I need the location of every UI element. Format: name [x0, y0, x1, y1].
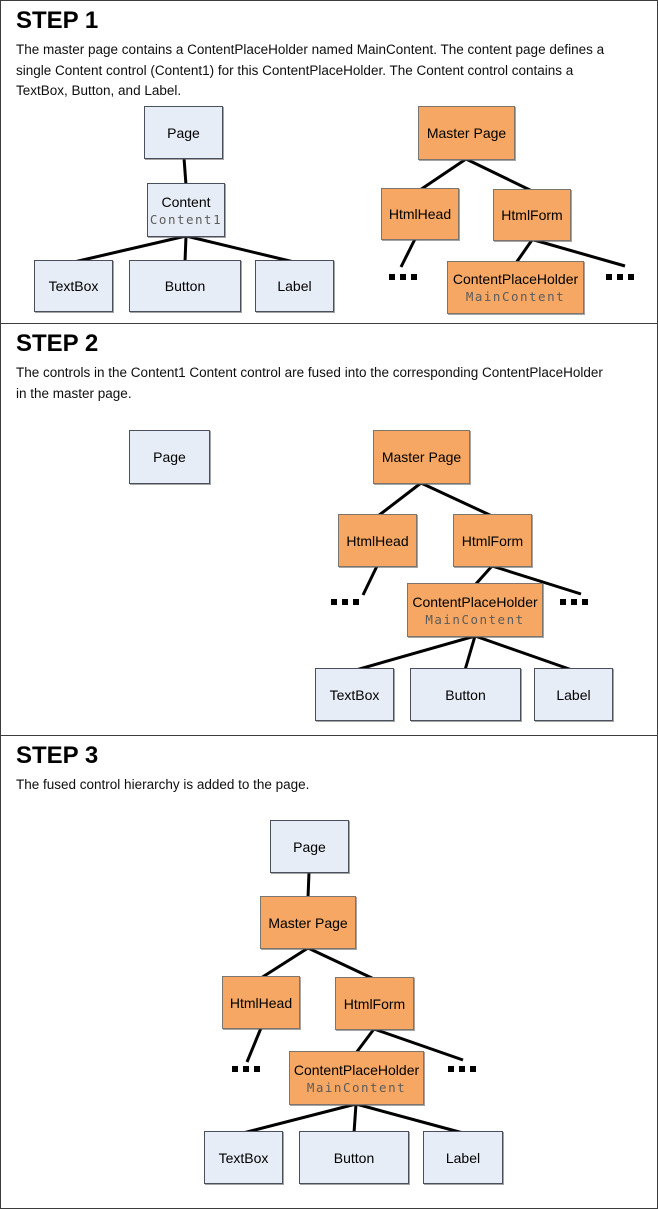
ellipsis-icon	[448, 1066, 476, 1072]
node-label: Page	[293, 838, 326, 855]
node-master-page	[373, 430, 470, 484]
node-contentplaceholder	[447, 261, 584, 314]
node-label: TextBox	[329, 686, 380, 703]
node-htmlhead	[338, 514, 417, 567]
node-label: Master Page	[268, 914, 348, 931]
step1-description	[16, 40, 604, 102]
node-label-control	[534, 668, 613, 721]
node-textbox	[204, 1131, 283, 1184]
node-label: ContentPlaceHolder	[452, 271, 579, 287]
ellipsis-icon	[560, 599, 588, 605]
node-label: Page	[153, 449, 186, 465]
node-id-label: Content1	[149, 211, 223, 227]
step1-description-line: single Content control (Content1) for this ContentPlaceHolder. The Content control contains a	[16, 62, 574, 78]
node-label: Page	[167, 124, 200, 141]
node-content	[147, 183, 225, 237]
step3-description	[16, 775, 309, 796]
node-button	[299, 1131, 409, 1184]
node-id-label: MainContent	[306, 1079, 407, 1095]
node-label: TextBox	[218, 1149, 269, 1166]
node-button	[410, 668, 521, 721]
node-label: Button	[333, 1149, 375, 1166]
node-label: Button	[164, 278, 206, 294]
step3-title: STEP 3	[16, 742, 99, 769]
node-master-page	[418, 106, 515, 160]
node-label: HtmlHead	[229, 994, 293, 1011]
node-label: Label	[277, 278, 312, 294]
step3-description-line: The fused control hierarchy is added to the page.	[16, 777, 310, 792]
node-label: Label	[445, 1149, 481, 1166]
step1-description-line: The master page contains a ContentPlaceHolder named MainContent. The content page defines a	[16, 42, 605, 57]
node-contentplaceholder	[289, 1051, 424, 1105]
node-master-page	[260, 896, 356, 949]
node-label: HtmlForm	[501, 207, 563, 223]
node-page	[144, 106, 223, 159]
step1-description-line: TextBox, Button, and Label.	[16, 83, 182, 98]
node-label: ContentPlaceHolder	[412, 593, 538, 610]
node-label: HtmlHead	[388, 206, 452, 222]
node-label: HtmlForm	[343, 995, 406, 1012]
node-page	[129, 430, 210, 484]
panel-step3	[0, 735, 658, 1209]
node-htmlhead	[222, 976, 300, 1029]
node-page	[270, 820, 349, 873]
step2-description-line: in the master page.	[16, 385, 132, 401]
node-id-label: MainContent	[465, 289, 566, 304]
step2-description-line: The controls in the Content1 Content control are fused into the corresponding ContentPlaceHolder	[16, 365, 603, 380]
node-contentplaceholder	[407, 583, 543, 637]
node-htmlform	[493, 189, 571, 241]
node-htmlform	[453, 514, 532, 567]
node-button	[129, 260, 241, 312]
step2-title: STEP 2	[16, 330, 99, 357]
node-label: TextBox	[48, 278, 99, 294]
ellipsis-icon	[606, 274, 634, 280]
node-label: ContentPlaceHolder	[293, 1061, 420, 1078]
node-label: Master Page	[426, 125, 507, 141]
node-label: Content	[161, 193, 211, 210]
node-htmlhead	[381, 188, 459, 240]
ellipsis-icon	[232, 1066, 260, 1072]
step2-description	[16, 363, 603, 404]
node-label: HtmlHead	[346, 532, 409, 549]
ellipsis-icon	[389, 274, 417, 280]
node-id-label: MainContent	[425, 611, 525, 627]
node-htmlform	[335, 977, 414, 1030]
step1-title: STEP 1	[16, 7, 99, 34]
ellipsis-icon	[331, 599, 359, 605]
node-label: HtmlForm	[461, 532, 524, 549]
node-label: Label	[556, 686, 591, 703]
node-textbox	[315, 668, 394, 721]
node-textbox	[34, 260, 113, 312]
panel-step1	[0, 0, 658, 324]
panel-step2	[0, 323, 658, 736]
node-label-control	[423, 1131, 503, 1184]
node-label: Button	[445, 686, 486, 703]
node-label: Master Page	[381, 449, 462, 465]
node-label-control	[255, 260, 334, 312]
